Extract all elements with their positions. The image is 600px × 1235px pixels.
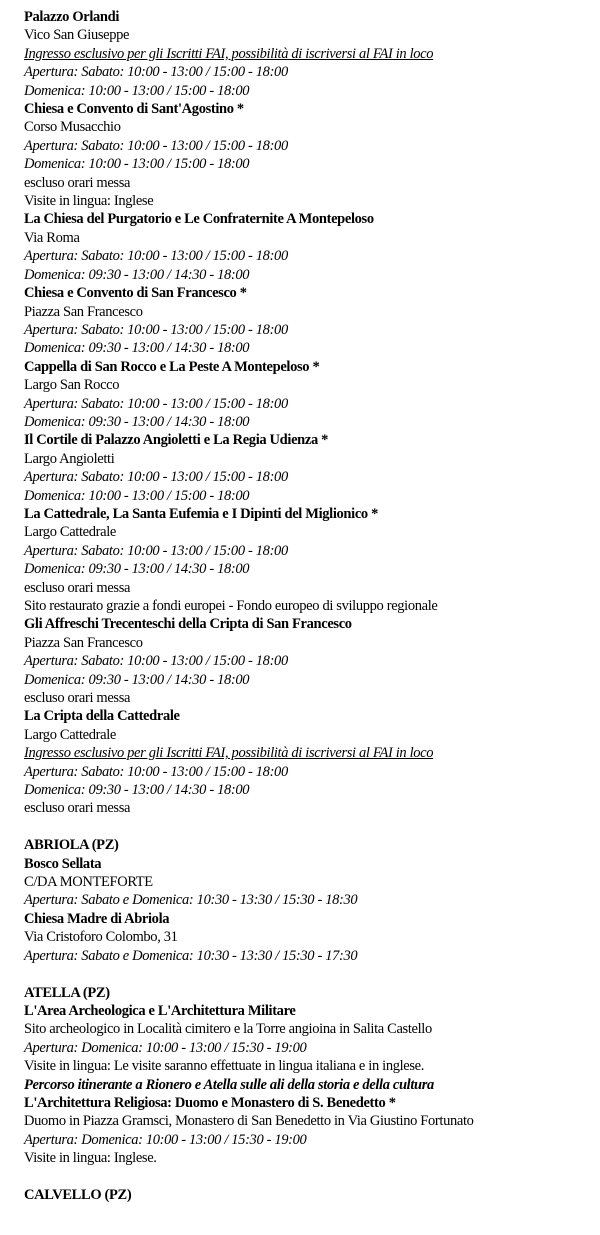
site-opening-saturday: Apertura: Sabato: 10:00 - 13:00 / 15:00 - 18:00 [24, 542, 288, 559]
site-title: Il Cortile di Palazzo Angioletti e La Regia Udienza * [24, 432, 329, 449]
site-title: L'Architettura Religiosa: Duomo e Monastero di S. Benedetto * [24, 1094, 396, 1111]
town-heading-atella: ATELLA (PZ) [24, 984, 110, 1001]
site-opening-sunday: Domenica: 09:30 - 13:00 / 14:30 - 18:00 [24, 671, 250, 688]
site-address: Via Cristoforo Colombo, 31 [24, 929, 178, 946]
section-spacer [24, 965, 600, 983]
site-opening: Apertura: Sabato e Domenica: 10:30 - 13:30 / 15:30 - 18:30 [24, 892, 358, 909]
site-note: Sito restaurato grazie a fondi europei - Fondo europeo di sviluppo regionale [24, 598, 438, 614]
site-opening: Apertura: Domenica: 10:00 - 13:00 / 15:30 - 19:00 [24, 1131, 307, 1148]
site-title: L'Area Archeologica e L'Architettura Militare [24, 1002, 296, 1019]
site-title: Gli Affreschi Trecenteschi della Cripta di San Francesco [24, 616, 352, 633]
site-opening-saturday: Apertura: Sabato: 10:00 - 13:00 / 15:00 - 18:00 [24, 321, 288, 338]
site-opening: Apertura: Sabato e Domenica: 10:30 - 13:30 / 15:30 - 17:30 [24, 947, 358, 964]
site-opening-sunday: Domenica: 09:30 - 13:00 / 14:30 - 18:00 [24, 782, 250, 799]
site-address: C/DA MONTEFORTE [24, 874, 153, 891]
site-note: escluso orari messa [24, 174, 131, 191]
section-spacer [24, 1168, 600, 1186]
site-opening-sunday: Domenica: 09:30 - 13:00 / 14:30 - 18:00 [24, 266, 250, 283]
site-note: Visite in lingua: Inglese [24, 193, 154, 210]
site-title: Chiesa e Convento di Sant'Agostino * [24, 101, 244, 118]
site-title: La Cripta della Cattedrale [24, 708, 180, 725]
site-note: escluso orari messa [24, 690, 131, 707]
site-title: Chiesa e Convento di San Francesco * [24, 285, 247, 302]
site-opening-saturday: Apertura: Sabato: 10:00 - 13:00 / 15:00 - 18:00 [24, 653, 288, 670]
site-address: Corso Musacchio [24, 119, 121, 136]
site-itinerary: Percorso itinerante a Rionero e Atella sulle ali della storia e della cultura [24, 1076, 434, 1093]
site-opening: Apertura: Domenica: 10:00 - 13:00 / 15:30 - 19:00 [24, 1039, 307, 1056]
site-opening-saturday: Apertura: Sabato: 10:00 - 13:00 / 15:00 - 18:00 [24, 137, 288, 154]
site-notice: Ingresso esclusivo per gli Iscritti FAI, possibilità di iscriversi al FAI in loco [24, 745, 434, 762]
site-address: Largo Cattedrale [24, 524, 116, 541]
site-address: Largo Cattedrale [24, 726, 116, 743]
site-address: Vico San Giuseppe [24, 27, 130, 44]
site-note: escluso orari messa [24, 579, 131, 596]
site-note: escluso orari messa [24, 800, 131, 817]
site-opening-saturday: Apertura: Sabato: 10:00 - 13:00 / 15:00 - 18:00 [24, 64, 288, 81]
site-note: Visite in lingua: Le visite saranno effettuate in lingua italiana e in inglese. [24, 1058, 425, 1075]
section-spacer [24, 818, 600, 836]
site-address: Duomo in Piazza Gramsci, Monastero di San Benedetto in Via Giustino Fortunato [24, 1113, 474, 1130]
site-title: Bosco Sellata [24, 855, 102, 872]
site-address: Via Roma [24, 229, 80, 246]
site-title: Chiesa Madre di Abriola [24, 910, 170, 927]
site-title: La Cattedrale, La Santa Eufemia e I Dipinti del Miglionico * [24, 505, 378, 522]
site-opening-saturday: Apertura: Sabato: 10:00 - 13:00 / 15:00 - 18:00 [24, 395, 288, 412]
site-address: Piazza San Francesco [24, 634, 143, 651]
site-opening-sunday: Domenica: 10:00 - 13:00 / 15:00 - 18:00 [24, 82, 250, 99]
town-heading-abriola: ABRIOLA (PZ) [24, 837, 119, 854]
site-opening-saturday: Apertura: Sabato: 10:00 - 13:00 / 15:00 - 18:00 [24, 763, 288, 780]
site-opening-sunday: Domenica: 09:30 - 13:00 / 14:30 - 18:00 [24, 340, 250, 357]
site-opening-sunday: Domenica: 09:30 - 13:00 / 14:30 - 18:00 [24, 413, 250, 430]
site-title: Palazzo Orlandi [24, 9, 120, 25]
site-address: Piazza San Francesco [24, 303, 143, 320]
site-address: Largo San Rocco [24, 377, 120, 394]
site-title: Cappella di San Rocco e La Peste A Montepeloso * [24, 358, 320, 375]
site-title: La Chiesa del Purgatorio e Le Confraternite A Montepeloso [24, 211, 374, 228]
town-heading-calvello: CALVELLO (PZ) [24, 1186, 132, 1203]
site-opening-saturday: Apertura: Sabato: 10:00 - 13:00 / 15:00 - 18:00 [24, 248, 288, 265]
site-address: Largo Angioletti [24, 450, 115, 467]
site-opening-sunday: Domenica: 10:00 - 13:00 / 15:00 - 18:00 [24, 487, 250, 504]
site-opening-sunday: Domenica: 09:30 - 13:00 / 14:30 - 18:00 [24, 561, 250, 578]
site-note: Visite in lingua: Inglese. [24, 1150, 157, 1167]
site-notice: Ingresso esclusivo per gli Iscritti FAI, possibilità di iscriversi al FAI in loco [24, 45, 434, 62]
site-opening-saturday: Apertura: Sabato: 10:00 - 13:00 / 15:00 - 18:00 [24, 469, 288, 486]
site-opening-sunday: Domenica: 10:00 - 13:00 / 15:00 - 18:00 [24, 156, 250, 173]
site-address: Sito archeologico in Località cimitero e la Torre angioina in Salita Castello [24, 1021, 432, 1038]
